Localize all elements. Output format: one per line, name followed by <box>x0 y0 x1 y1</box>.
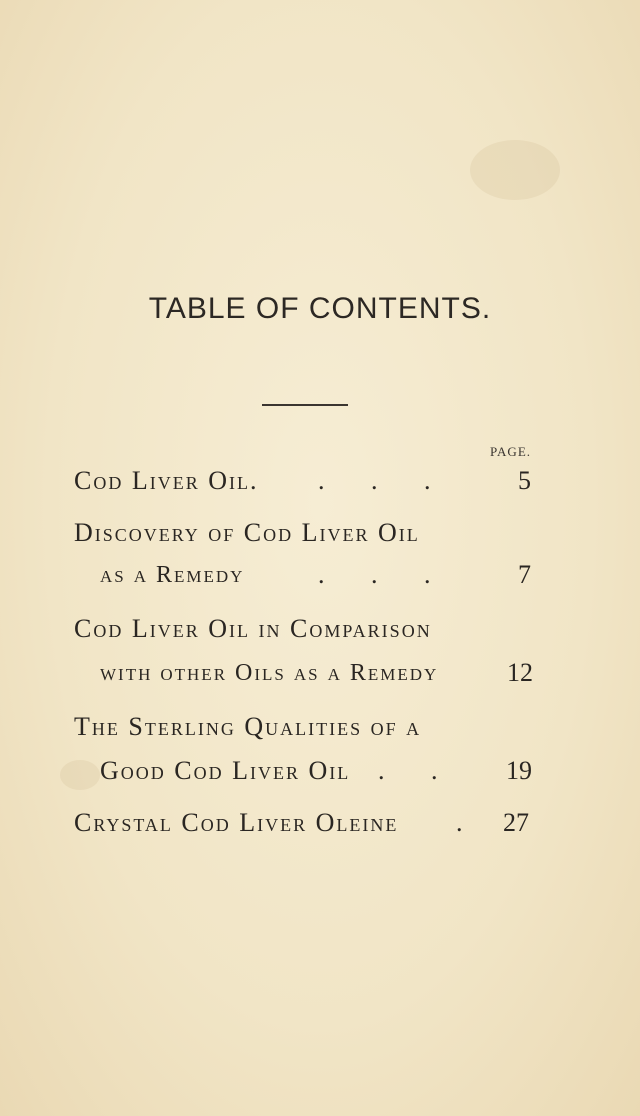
toc-entry-title-continuation: Good Cod Liver Oil <box>100 756 351 785</box>
toc-entry-leaders: . . . <box>318 560 451 589</box>
toc-entry-page: 7 <box>518 560 531 589</box>
toc-entry-title: Cod Liver Oil. <box>74 466 259 495</box>
toc-entry-page: 27 <box>503 808 529 837</box>
toc-entry-page: 5 <box>518 466 531 495</box>
toc-entry-title: Discovery of Cod Liver Oil <box>74 518 420 547</box>
toc-entry-page: 19 <box>506 756 532 785</box>
toc-entry[interactable] <box>0 712 640 752</box>
toc-entry[interactable] <box>0 518 640 558</box>
toc-entry[interactable] <box>0 614 640 654</box>
page-column-header: PAGE. <box>490 444 532 459</box>
toc-entry-continuation[interactable] <box>0 658 640 698</box>
paper-stain <box>470 140 560 200</box>
toc-entry-page: 12 <box>507 658 533 687</box>
toc-entry-leaders: . . <box>378 756 458 785</box>
toc-entry-title-continuation: as a Remedy <box>100 562 245 588</box>
toc-entry-title: Cod Liver Oil in Comparison <box>74 614 432 643</box>
toc-entry-leaders: . . . <box>318 466 451 495</box>
toc-entry-title-continuation: with other Oils as a Remedy <box>100 660 439 686</box>
toc-entry-title: The Sterling Qualities of a <box>74 712 422 741</box>
toc-entry-title: Crystal Cod Liver Oleine <box>74 808 399 837</box>
page-title: TABLE OF CONTENTS. <box>148 292 492 325</box>
title-rule <box>262 404 348 406</box>
toc-entry-continuation[interactable] <box>0 560 640 600</box>
toc-entry-continuation[interactable] <box>0 756 640 796</box>
toc-entry[interactable] <box>0 466 640 506</box>
toc-entry[interactable] <box>0 808 640 848</box>
toc-entry-leaders: . <box>456 808 483 837</box>
